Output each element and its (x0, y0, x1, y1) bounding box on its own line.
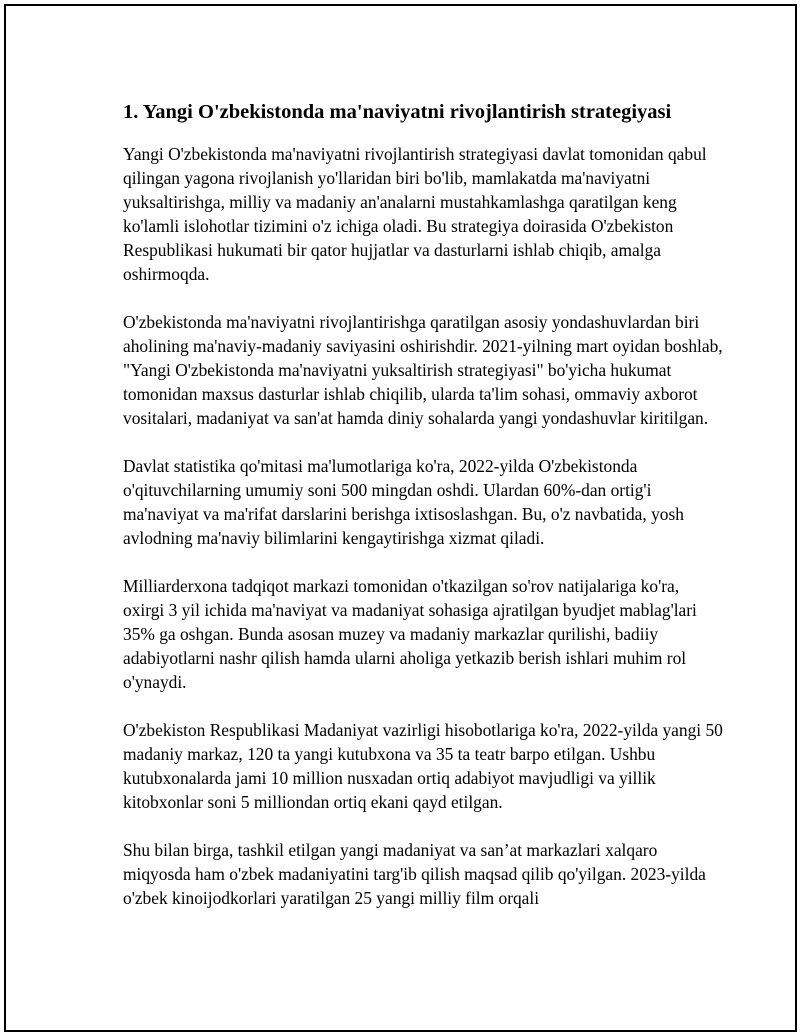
document-body (123, 98, 723, 910)
section-title: 1. Yangi O'zbekistonda ma'naviyatni rivojlantirish strategiyasi (123, 101, 672, 123)
page-frame (4, 4, 797, 1032)
paragraph-approaches: O'zbekistonda ma'naviyatni rivojlantirishga qaratilgan asosiy yondashuvlardan biri aholining ma'naviy-madaniy saviyasini oshirishdir. 2021-yilning mart oyidan boshlab, "Yangi O'zbekistonda ma'naviyatni yuksaltirish strategiyasi" bo'yicha hukumat tomonidan maxsus dasturlar ishlab chiqilib, ularda ta'lim sohasi, ommaviy axborot vositalari, madaniyat va san'at hamda diniy sohalarda yangi yondashuvlar kiritilgan. (123, 312, 723, 428)
paragraph-teacher-statistics: Davlat statistika qo'mitasi ma'lumotlariga ko'ra, 2022-yilda O'zbekistonda o'qituvchilarning umumiy soni 500 mingdan oshdi. Ulardan 60%-dan ortig'i ma'naviyat va ma'rifat darslarini berishga ixtisoslashgan. Bu, o'z navbatida, yosh avlodning ma'naviy bilimlarini kengaytirishga xizmat qiladi. (123, 456, 684, 548)
paragraph-strategy-intro: Yangi O'zbekistonda ma'naviyatni rivojlantirish strategiyasi davlat tomonidan qabul qilingan yagona rivojlanish yo'llaridan biri bo'lib, mamlakatda ma'naviyatni yuksaltirishga, milliy va madaniy an'analarni mustahkamlashga qaratilgan keng ko'lamli islohotlar tizimini o'z ichiga oladi. Bu strategiya doirasida O'zbekiston Respublikasi hukumati bir qator hujjatlar va dasturlarni ishlab chiqib, amalga oshirmoqda. (123, 144, 707, 284)
paragraph-international-promotion: Shu bilan birga, tashkil etilgan yangi madaniyat va san’at markazlari xalqaro miqyosda ham o'zbek madaniyatini targ'ib qilish maqsad qilib qo'yilgan. 2023-yilda o'zbek kinoijodkorlari yaratilgan 25 yangi milliy film orqali (123, 840, 706, 908)
paragraph-ministry-report: O'zbekiston Respublikasi Madaniyat vazirligi hisobotlariga ko'ra, 2022-yilda yangi 50 madaniy markaz, 120 ta yangi kutubxona va 35 ta teatr barpo etilgan. Ushbu kutubxonalarda jami 10 million nusxadan ortiq adabiyot mavjudligi va yillik kitobxonlar soni 5 milliondan ortiq ekani qayd etilgan. (123, 720, 723, 812)
paragraph-budget-survey: Milliarderxona tadqiqot markazi tomonidan o'tkazilgan so'rov natijalariga ko'ra, oxirgi 3 yil ichida ma'naviyat va madaniyat sohasiga ajratilgan byudjet mablag'lari 35% ga oshgan. Bunda asosan muzey va madaniy markazlar qurilishi, badiiy adabiyotlarni nashr qilish hamda ularni aholiga yetkazib berish ishlari muhim rol o'ynaydi. (123, 576, 697, 692)
